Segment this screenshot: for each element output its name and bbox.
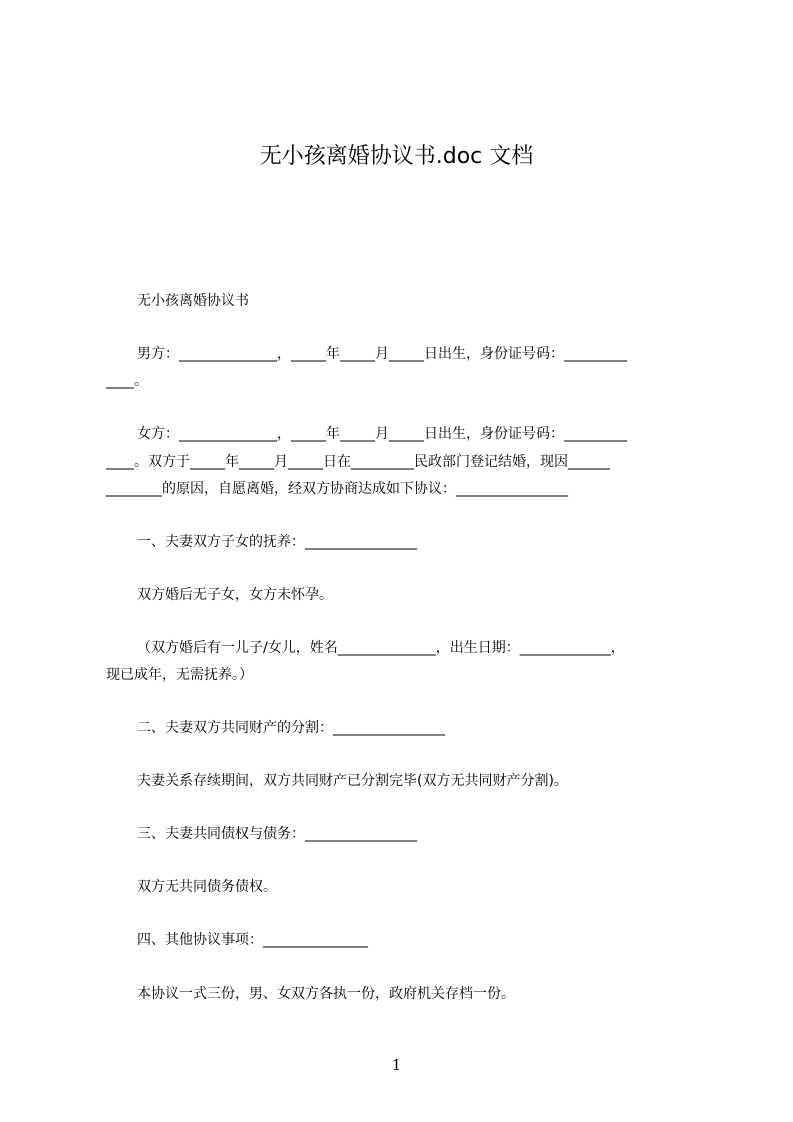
heading-line: 无小孩离婚协议书	[137, 293, 249, 309]
male-party-line: 男方：______________，_____年_____月_____日出生，身份证号码：_________	[137, 346, 627, 362]
page-number: 1	[391, 1056, 402, 1074]
male-party-line-cont: ____。	[106, 373, 148, 389]
section-4-heading: 四、其他协议事项：_______________	[137, 932, 368, 948]
female-party-line: 女方：______________，_____年_____月_____日出生，身份证号码：_________	[137, 426, 627, 442]
section-1-body: 双方婚后无子女，女方未怀孕。	[137, 587, 333, 603]
section-1-alt-line: （双方婚后有一儿子/女儿，姓名______________，出生日期：_____________，	[137, 640, 625, 656]
section-3-body: 双方无共同债务债权。	[137, 879, 277, 895]
section-2-body: 夫妻关系存续期间，双方共同财产已分割完毕(双方无共同财产分割)。	[137, 773, 568, 789]
section-1-heading: 一、夫妻双方子女的抚养：________________	[137, 534, 417, 550]
female-party-line-cont: ____。双方于_____年_____月_____日在_________民政部门登记结婚，现因______	[106, 454, 610, 470]
section-1-alt-line-cont: 现已成年，无需抚养。）	[106, 667, 253, 683]
agreement-intro-line: ________的原因，自愿离婚，经双方协商达成如下协议：________________	[106, 481, 568, 497]
document-title: 无小孩离婚协议书.doc 文档	[259, 144, 534, 169]
section-2-heading: 二、夫妻双方共同财产的分割：________________	[137, 720, 445, 736]
section-3-heading: 三、夫妻共同债权与债务：________________	[137, 826, 417, 842]
section-4-body: 本协议一式三份，男、女双方各执一份，政府机关存档一份。	[137, 986, 515, 1002]
